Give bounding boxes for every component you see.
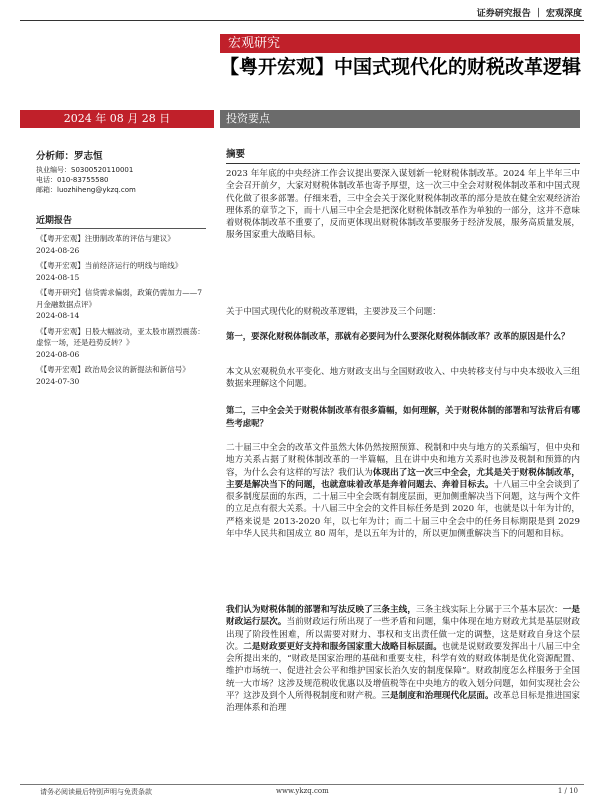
summary-paragraph-1: 2023 年年底的中央经济工作会议提出要深入谋划新一轮财税体制改革。2024 年上半年三中全会召开前夕，大家对财税体制改革也寄予厚望，这一次三中全会对财税体制改革和中国式现代化做了很多部署。仔细来看，三中全会关于深化财税体制改革的部分是放在健全宏观经济治理体系的章节之下，而十八届三中全会是把深化财税体制改革作为单独的一部分，这并不意味着财税体制改革不重要了，反而更体现出财税体制改革要服务于经济发展，服务高质量发展，服务国家重大战略目标。	[226, 169, 580, 241]
paragraph-4-text-d: 当前财政运行所出现了一些矛盾和问题，集中体现在地方财政尤其是基层财政出现了阶段性困难，所以需要对财力、事权和支出责任做一定的调整，这是财政自身这个层次。	[226, 617, 580, 652]
report-type-label: 证券研究报告 ｜ 宏观深度	[476, 9, 582, 19]
page-title: 【粤开宏观】中国式现代化的财税改革逻辑	[220, 56, 582, 78]
page-number: 1 / 10	[557, 787, 578, 795]
paragraph-4-level-3: 三是制度和治理现代化层面。	[381, 691, 494, 702]
paragraph-4-text-h: 改革总目标是推进国家治理体系和治理	[226, 691, 580, 714]
summary-paragraph-4	[226, 604, 580, 715]
paragraph-3-text-a: 二十届三中全会的改革文件虽然大体仍然按照预算、税制和中央与地方的关系编写，但中央和地方关系占据了财税体制改革的一半篇幅，且在讲中央和地方关系时也涉及税制和预算的内容，为什么会有这样的写法？我们认为	[226, 443, 580, 478]
analyst-license: 执业编号：S0300520110001	[36, 166, 134, 174]
recent-report-item[interactable]	[36, 326, 206, 361]
paragraph-4-text-b: 三条主线实际上分属于三个基本层次：	[415, 605, 563, 615]
recent-report-title[interactable]: 《【粤开宏观】注册制改革的评估与建议》	[36, 234, 175, 243]
footer-disclaimer: 请务必阅读最后特别声明与免责条款	[40, 788, 152, 796]
question-2: 第二，三中全会关于财税体制改革有很多篇幅，如何理解，关于财税体制的部署和写法背后有哪些考虑呢？	[226, 405, 580, 428]
recent-report-title[interactable]: 《【粤开宏观】政治局会议的新提法和新信号》	[36, 365, 190, 374]
summary-paragraph-3	[226, 442, 580, 540]
question-1: 第一，要深化财税体制改革，那就有必要问为什么要深化财税体制改革？改革的原因是什么？	[226, 331, 570, 341]
summary-paragraph-2: 本文从宏观税负水平变化、地方财政支出与全国财政收入、中央转移支付与中央本级收入三组数据来理解这个问题。	[226, 367, 580, 390]
analyst-phone: 电话：010-83755580	[36, 176, 109, 184]
summary-intro: 关于中国式现代化的财税改革逻辑，主要涉及三个问题：	[226, 307, 441, 317]
recent-report-date: 2024-08-06	[36, 349, 80, 359]
recent-report-item[interactable]	[36, 233, 206, 256]
recent-report-date: 2024-08-26	[36, 245, 80, 255]
recent-report-date: 2024-07-30	[36, 376, 80, 386]
sidebar	[36, 148, 206, 387]
key-points-band: 投资要点	[220, 110, 580, 128]
footer-divider	[20, 784, 584, 785]
paragraph-4-lead: 我们认为财税体制的部署和写法反映了三条主线，	[226, 605, 416, 615]
summary-heading: 摘要	[226, 146, 580, 164]
footer-website[interactable]: www.ykzq.com	[276, 787, 329, 795]
analyst-name: 分析师：罗志恒	[36, 151, 103, 162]
analyst-email[interactable]: 邮箱：luozhiheng@ykzq.com	[36, 186, 136, 194]
paragraph-3-text-c: 十八届三中全会谈到了很多制度层面的东西，二十届三中全会既有制度层面，更加侧重解决当下问题，这与两个文件的立足点有很大关系。十八届三中全会的文件目标任务是到 2020 年，也就是以十年为计的，严格来说是 2013-2020 年，以七年为计；而二十届三中全会中的任务目标期限是到 2029 年中华人民共和国成立 80 周年，是以五年为计的，所以更加侧重解决当下的问题和目标。	[226, 479, 580, 540]
recent-report-date: 2024-08-14	[36, 311, 80, 320]
recent-report-title[interactable]: 《【粤开宏观】日股大幅波动，亚太股市剧烈震荡：虚惊一场，还是趋势反转？》	[36, 326, 205, 347]
category-band: 宏观研究	[220, 34, 580, 53]
paragraph-4-level-2: 二是财政要更好支持和服务国家重大战略目标层面。	[243, 641, 442, 652]
recent-report-title[interactable]: 《【粤开研究】信贷需求偏弱，政策仍需加力——7 月金融数据点评》	[36, 288, 203, 309]
header-divider	[20, 20, 584, 21]
report-date: 2024 年 08 月 28 日	[20, 110, 214, 128]
recent-report-item[interactable]	[36, 364, 206, 387]
recent-report-item[interactable]	[36, 287, 206, 322]
recent-report-item[interactable]	[36, 260, 206, 283]
recent-report-title[interactable]: 《【粤开宏观】当前经济运行的明线与暗线》	[36, 261, 183, 270]
paragraph-4-level-1: 一是财政运行层次。	[226, 605, 580, 628]
paragraph-4-text-f: 也就是说财政要发挥出十八届三中全会所提出来的，“财政是国家治理的基础和重要支柱，科学有效的财政体制是优化资源配置、维护市场统一、促进社会公平和维护国家长治久安的制度保障”。财政制度怎么样服务于全国统一大市场？这涉及规范税收优惠以及增值税等在中央地方的收入划分问题，如何实现社会公平？这涉及到个人所得税制度和财产税。	[226, 641, 580, 702]
recent-reports-heading: 近期报告	[36, 213, 206, 229]
recent-report-date: 2024-08-15	[36, 272, 80, 282]
paragraph-3-emphasis: 体现出了这一次三中全会，尤其是关于财税体制改革，主要是解决当下的问题，也就意味着改革是奔着问题去、奔着目标去。	[226, 467, 580, 490]
